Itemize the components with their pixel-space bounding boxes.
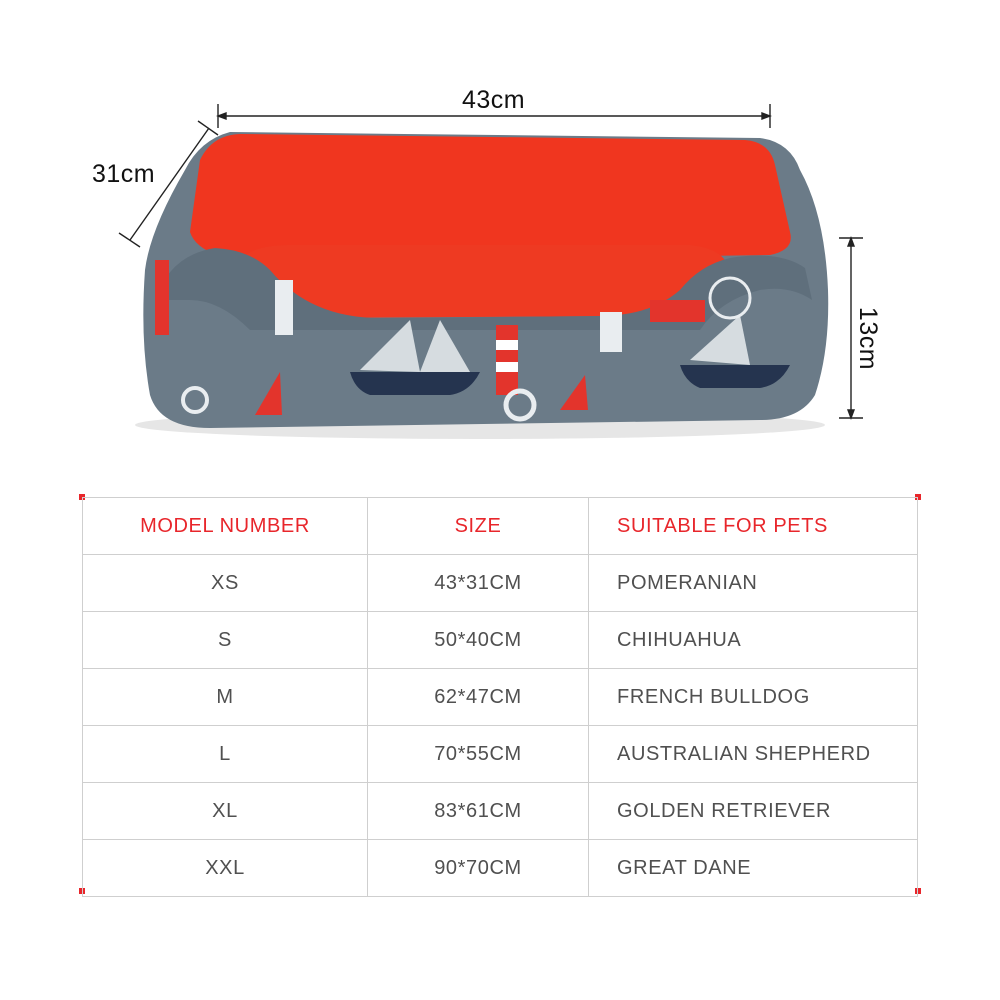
height-dimension-label: 13cm: [854, 306, 883, 371]
cell-model: XL: [83, 783, 368, 840]
table-row: [83, 669, 918, 726]
cell-size: 62*47CM: [368, 669, 589, 726]
pet-bed-image: [0, 0, 1000, 460]
cell-model: XS: [83, 555, 368, 612]
cell-pets: GOLDEN RETRIEVER: [589, 783, 918, 840]
cell-size: 83*61CM: [368, 783, 589, 840]
header-size: SIZE: [368, 498, 589, 555]
cell-pets: AUSTRALIAN SHEPHERD: [589, 726, 918, 783]
cell-model: L: [83, 726, 368, 783]
table-row: [83, 555, 918, 612]
header-suitable-for-pets: SUITABLE FOR PETS: [589, 498, 918, 555]
table-row: [83, 840, 918, 897]
table-row: [83, 726, 918, 783]
cell-size: 50*40CM: [368, 612, 589, 669]
cell-size: 43*31CM: [368, 555, 589, 612]
cell-size: 90*70CM: [368, 840, 589, 897]
depth-dimension-label: 31cm: [92, 160, 156, 188]
cell-model: M: [83, 669, 368, 726]
cell-pets: GREAT DANE: [589, 840, 918, 897]
bed-inner-lining: [190, 134, 791, 262]
cell-model: XXL: [83, 840, 368, 897]
table-header-row: [83, 498, 918, 555]
cell-pets: POMERANIAN: [589, 555, 918, 612]
header-model-number: MODEL NUMBER: [83, 498, 368, 555]
cell-pets: FRENCH BULLDOG: [589, 669, 918, 726]
width-dimension-label: 43cm: [462, 86, 526, 114]
table-row: [83, 783, 918, 840]
cell-size: 70*55CM: [368, 726, 589, 783]
cell-model: S: [83, 612, 368, 669]
table-row: [83, 612, 918, 669]
size-chart-table: [82, 497, 918, 897]
cell-pets: CHIHUAHUA: [589, 612, 918, 669]
